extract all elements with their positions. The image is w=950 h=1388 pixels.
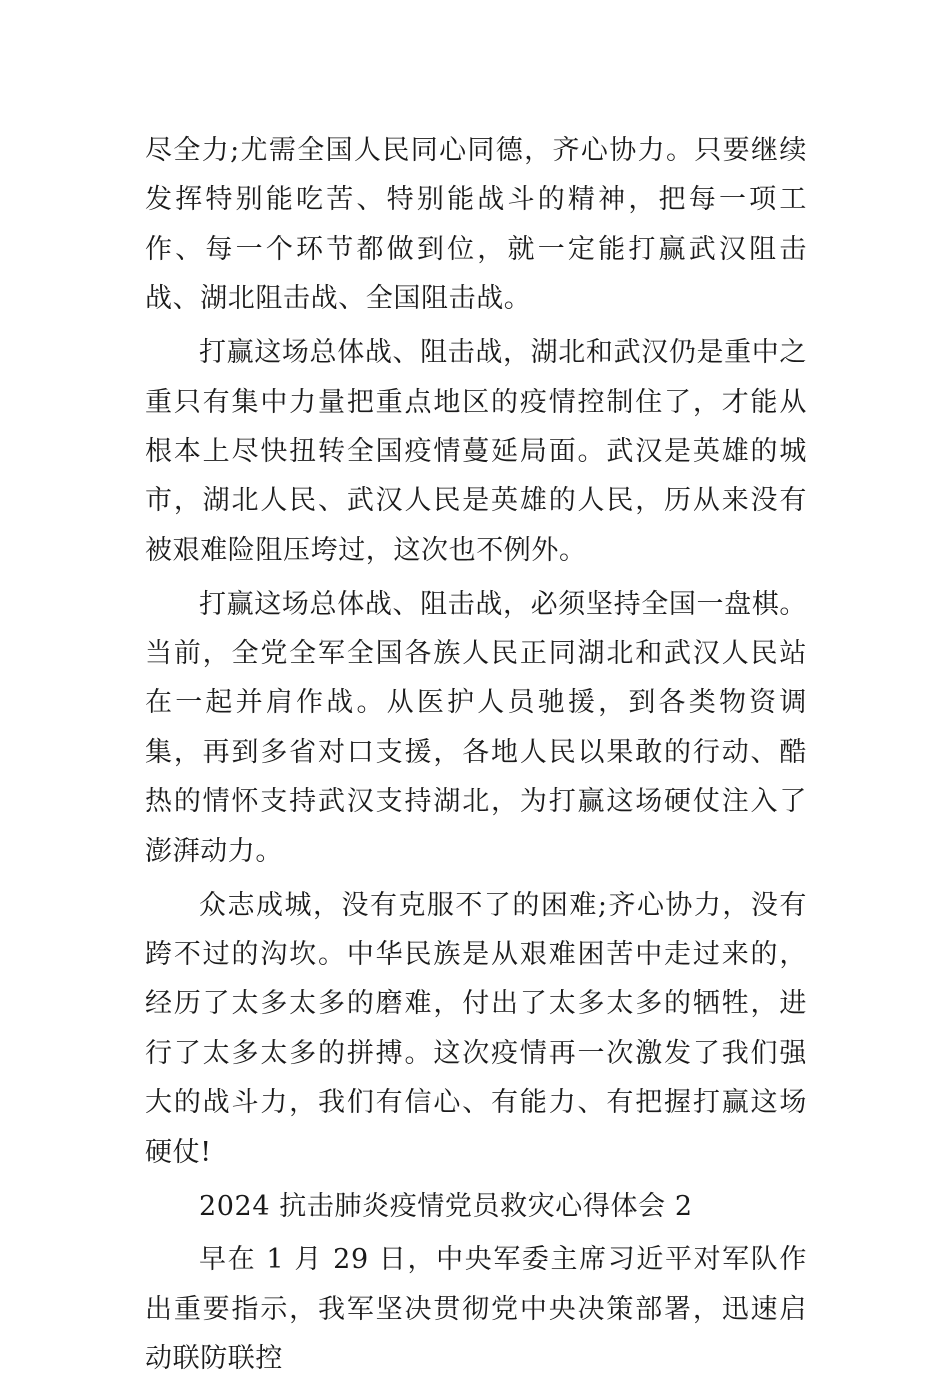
section-heading: 2024 抗击肺炎疫情党员救灾心得体会 2 (199, 1190, 693, 1222)
document-body (145, 126, 807, 1388)
paragraph-confidence: 众志成城，没有克服不了的困难;齐心协力，没有跨不过的沟坎。中华民族是从艰难困苦中走过来的，经历了太多太多的磨难，付出了太多太多的牺牲，进行了太多太多的拼搏。这次疫情再一次激发了我们强大的战斗力，我们有信心、有能力、有把握打赢这场硬仗! (145, 889, 807, 1168)
paragraph-national-unity: 打赢这场总体战、阻击战，必须坚持全国一盘棋。当前，全党全军全国各族人民正同湖北和武汉人民站在一起并肩作战。从医护人员驰援，到各类物资调集，再到多省对口支援，各地人民以果敢的行动、酷热的情怀支持武汉支持湖北，为打赢这场硬仗注入了澎湃动力。 (145, 588, 807, 867)
paragraph-hubei-wuhan: 打赢这场总体战、阻击战，湖北和武汉仍是重中之重只有集中力量把重点地区的疫情控制住了，才能从根本上尽快扭转全国疫情蔓延局面。武汉是英雄的城市，湖北人民、武汉人民是英雄的人民，历从来没有被艰难险阻压垮过，这次也不例外。 (145, 337, 807, 566)
paragraph-military-directive: 早在 1 月 29 日，中央军委主席习近平对军队作出重要指示，我军坚决贯彻党中央决策部署，迅速启动联防联控 (145, 1244, 807, 1375)
paragraph-continuation: 尽全力;尤需全国人民同心同德，齐心协力。只要继续发挥特别能吃苦、特别能战斗的精神，把每一项工作、每一个环节都做到位，就一定能打赢武汉阻击战、湖北阻击战、全国阻击战。 (145, 135, 807, 315)
